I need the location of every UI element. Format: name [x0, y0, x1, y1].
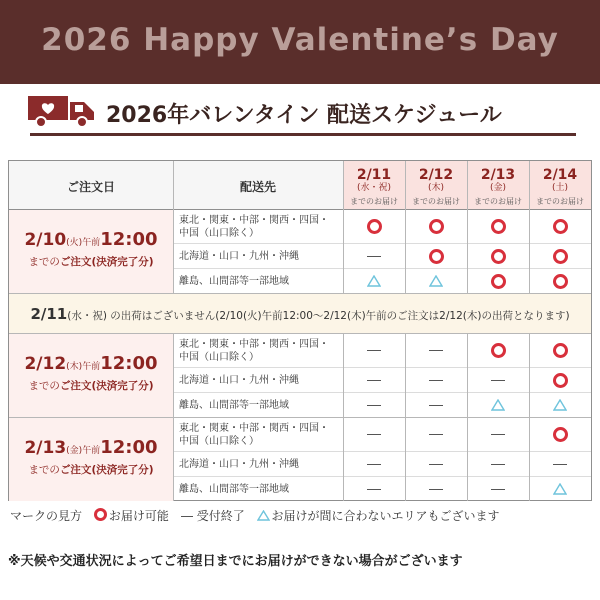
delivery-sub: までのお届け — [474, 197, 522, 206]
order-sub-post: (決済完了分) — [91, 464, 154, 476]
order-sub-pre: までの — [28, 464, 60, 476]
delivery-date-header — [405, 167, 467, 208]
region-line: 中国（山口除く） — [179, 352, 259, 363]
circle-icon — [467, 342, 529, 358]
region-line: 中国（山口除く） — [179, 228, 259, 239]
triangle-icon — [467, 397, 529, 413]
region-line: 北海道・山口・九州・沖縄 — [179, 375, 299, 386]
dash-icon — [343, 456, 405, 472]
region-line: 北海道・山口・九州・沖縄 — [179, 251, 299, 262]
region-header: 配送先 — [239, 180, 276, 194]
grid-line — [9, 293, 591, 294]
region-cell — [179, 250, 299, 263]
dash-icon — [405, 426, 467, 442]
region-line: 中国（山口除く） — [179, 436, 259, 447]
grid-line — [343, 333, 344, 501]
region-line: 離島、山間部等一部地域 — [179, 484, 289, 495]
delivery-weekday: (木) — [427, 183, 445, 193]
schedule-table — [8, 160, 592, 501]
legend-triangle-label: お届けが間に合わないエリアもございます — [271, 509, 500, 523]
delivery-date: 2/14 — [542, 167, 578, 183]
banner-title: 2026 Happy Valentine’s Day — [41, 22, 559, 58]
region-cell — [179, 374, 299, 387]
order-date: 2/10 — [24, 230, 67, 250]
legend-dash-label: 受付終了 — [196, 509, 245, 523]
order-sub-post: (決済完了分) — [91, 256, 154, 268]
triangle-icon — [405, 273, 467, 289]
circle-icon — [529, 372, 591, 388]
triangle-icon — [529, 481, 591, 497]
grid-line — [467, 333, 468, 501]
order-weekday: (金) — [66, 446, 83, 456]
delivery-sub: までのお届け — [412, 197, 460, 206]
delivery-date-header — [343, 167, 405, 208]
order-deadline-group2 — [9, 353, 173, 394]
region-cell — [179, 275, 289, 288]
delivery-weekday: (土) — [551, 183, 569, 193]
circle-icon — [529, 218, 591, 234]
notice-text: の出荷はございません(2/10(火)午前12:00〜2/12(木)午前のご注文は2/12(木)の出荷となります) — [110, 310, 570, 322]
dash-icon — [405, 372, 467, 388]
delivery-date: 2/12 — [418, 167, 454, 183]
dash-icon — [343, 481, 405, 497]
dash-icon — [405, 397, 467, 413]
order-date: 2/12 — [24, 354, 67, 374]
delivery-weekday: (水・祝) — [356, 183, 392, 193]
grid-line — [529, 333, 530, 501]
circle-icon — [467, 218, 529, 234]
order-date-header: ご注文日 — [66, 180, 115, 194]
grid-line — [405, 333, 406, 501]
order-sub-pre: までの — [28, 380, 60, 392]
dash-icon — [181, 516, 193, 517]
order-am: 午前 — [82, 446, 101, 456]
delivery-date-header — [467, 167, 529, 208]
order-time: 12:00 — [100, 437, 158, 458]
dash-icon — [467, 426, 529, 442]
notice-weekday: (水・祝) — [67, 310, 107, 322]
dash-icon — [405, 456, 467, 472]
delivery-sub: までのお届け — [350, 197, 398, 206]
order-am: 午前 — [82, 238, 101, 248]
order-am: 午前 — [82, 362, 101, 372]
region-line: 東北・関東・中部・関西・四国・ — [179, 423, 329, 434]
region-cell — [179, 338, 329, 364]
dash-icon — [467, 372, 529, 388]
circle-icon — [343, 218, 405, 234]
order-weekday: (木) — [66, 362, 83, 372]
region-cell — [179, 399, 289, 412]
region-line: 東北・関東・中部・関西・四国・ — [179, 215, 329, 226]
circle-icon — [467, 273, 529, 289]
delivery-date-header — [529, 167, 591, 208]
order-sub-bold: ご注文 — [59, 380, 92, 392]
circle-icon — [529, 342, 591, 358]
order-sub-bold: ご注文 — [59, 256, 92, 268]
truck-icon — [28, 92, 96, 130]
grid-line — [9, 333, 591, 334]
dash-icon — [405, 342, 467, 358]
region-line: 離島、山間部等一部地域 — [179, 400, 289, 411]
order-sub-bold: ご注文 — [59, 464, 92, 476]
grid-line — [9, 209, 591, 210]
order-date: 2/13 — [24, 438, 67, 458]
page-title: 2026年バレンタイン 配送スケジュール — [106, 103, 502, 128]
circle-icon — [529, 426, 591, 442]
circle-icon — [529, 248, 591, 264]
circle-icon — [467, 248, 529, 264]
dash-icon — [529, 456, 591, 472]
order-deadline-group3 — [9, 437, 173, 478]
delivery-date: 2/11 — [356, 167, 392, 183]
dash-icon — [343, 426, 405, 442]
dash-icon — [405, 481, 467, 497]
legend-circle-label: お届け可能 — [108, 509, 169, 523]
region-line: 離島、山間部等一部地域 — [179, 276, 289, 287]
region-cell — [179, 458, 299, 471]
dash-icon — [467, 456, 529, 472]
order-sub-pre: までの — [28, 256, 60, 268]
region-cell — [179, 422, 329, 448]
triangle-icon — [257, 510, 270, 521]
circle-icon — [529, 273, 591, 289]
dash-icon — [343, 372, 405, 388]
region-line: 東北・関東・中部・関西・四国・ — [179, 339, 329, 350]
circle-icon — [405, 218, 467, 234]
delivery-warning: ※天候や交通状況によってご希望日までにお届けができない場合がございます — [8, 554, 463, 569]
triangle-icon — [343, 273, 405, 289]
grid-line — [173, 333, 174, 501]
dash-icon — [343, 397, 405, 413]
heading-divider — [30, 133, 576, 136]
order-time: 12:00 — [100, 353, 158, 374]
legend-prefix: マークの見方 — [10, 509, 83, 523]
dash-icon — [343, 248, 405, 264]
notice-date: 2/11 — [30, 305, 68, 323]
delivery-weekday: (金) — [489, 183, 507, 193]
section-heading — [24, 92, 576, 138]
circle-icon — [405, 248, 467, 264]
legend — [10, 507, 500, 524]
region-cell — [179, 214, 329, 240]
order-time: 12:00 — [100, 229, 158, 250]
order-sub-post: (決済完了分) — [91, 380, 154, 392]
circle-icon — [94, 508, 107, 521]
header-banner — [0, 0, 600, 84]
grid-line — [9, 417, 591, 418]
region-line: 北海道・山口・九州・沖縄 — [179, 459, 299, 470]
no-shipping-notice — [9, 305, 591, 323]
dash-icon — [343, 342, 405, 358]
delivery-sub: までのお届け — [536, 197, 584, 206]
dash-icon — [467, 481, 529, 497]
order-deadline-group1 — [9, 229, 173, 270]
order-weekday: (火) — [66, 238, 83, 248]
triangle-icon — [529, 397, 591, 413]
region-cell — [179, 483, 289, 496]
delivery-date: 2/13 — [480, 167, 516, 183]
